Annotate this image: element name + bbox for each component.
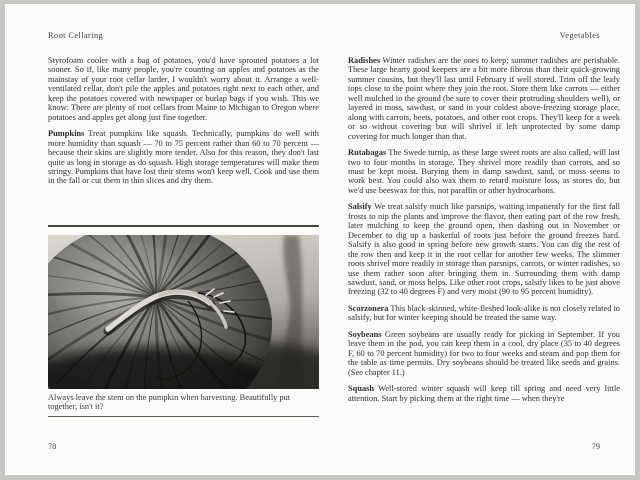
run-in-heading: Squash (348, 384, 375, 394)
figure-bottom-rule (48, 416, 319, 417)
page-number-right: 79 (591, 442, 600, 451)
paragraph-radishes: Radishes Winter radishes are the ones to keep; summer radishes are perishable. These large hearty good keepers are a bit more fibrous than their quick-growing summer cousins, but they'll last until February if well stored. Trim off the leafy tops close to the point where they join the root. Store them like carrots — either well mulched in the ground (be sure to cover their protruding shoulders well), or layered in moss, sawdust, or sand in your coldest above-freezing storage place, along with carrots, beets, potatoes, and other root crops. They'll keep for a week or so without covering but will shrivel if left unprotected by some damp covering for much longer than that. (348, 56, 620, 141)
run-in-heading: Pumpkins (48, 129, 85, 139)
run-in-heading: Radishes (348, 56, 381, 65)
run-in-heading: Scorzonera (348, 303, 389, 313)
pumpkin-photo-graphic (48, 235, 319, 389)
paragraph-rutabagas: Rutabagas The Swede turnip, as these large sweet roots are also called, will last two to four months in storage. They shrivel more readily than carrots, and so must be kept moist. Burying them in damp sawdust, sand, or moss seems to work best. You could also wax them to retard moisture loss, as stores do, but we'd use beeswax for this, not paraffin or other hydrocarbons. (348, 148, 620, 195)
figure-caption: Always leave the stem on the pumpkin when harvesting. Beautifully put together, isn't it? (48, 393, 291, 412)
right-text-column (348, 56, 620, 403)
paragraph-pumpkins: Pumpkins Treat pumpkins like squash. Technically, pumpkins do well with more humidity than squash — 70 to 75 percent rather than 60 to 70 percent — because their skins are slightly more tender. Also for this reason, they don't last quite as long in storage as do squash. High storage temperatures will make them stringy. Pumpkins that have lost their stems won't keep well. Cook and use them in the fall or cut them in thin slices and dry them. (48, 129, 319, 186)
running-head-right: Vegetables (559, 31, 600, 40)
run-in-heading: Rutabagas (348, 148, 387, 158)
run-in-heading: Soybeans (348, 329, 382, 339)
paragraph-salsify: Salsify We treat salsify much like parsnips, waiting impatiently for the first fall frosts to nip the plants and improve the flavor, then eating part of the row fresh, later mulching to keep the ground open, then dashing out in November or December to dig up a basketful of roots just before the ground freezes hard. Salsify is also good in spring before new growth starts. You can dig the rest of the row then and keep it in the root cellar for another few weeks. The slimmer roots shrivel more readily in storage than parsnips, carrots, or winter radishes, so use them rather soon after bringing them in. Surrounding them with damp sawdust, sand, or moss helps. Like other root crops, salsify likes to be just above freezing (32 to 40 degrees F) and very moist (90 to 95 percent humidity). (348, 202, 620, 297)
paragraph-squash: Squash Well-stored winter squash will keep till spring and need very little attention. Start by picking them at the right time — when they're (348, 384, 620, 403)
running-head-left: Root Cellaring (48, 31, 104, 40)
run-in-heading: Salsify (348, 202, 372, 212)
paragraph-scorzonera: Scorzonera This black-skinned, white-fleshed look-alike is not closely related to salsify, but for winter keeping should be treated the same way. (348, 303, 620, 323)
pumpkin-photo (48, 235, 319, 389)
figure-top-rule (48, 225, 319, 227)
book-page-spread (5, 4, 635, 475)
paragraph: Styrofoam cooler with a bag of potatoes, you'd have sprouted potatoes a lot sooner. So if, like many people, you're counting on apples and potatoes as the mainstay of your root cellar larder, I wouldn't worry about it. Arrange a well-ventilated cellar, don't pile the apples and potatoes right next to each other, and keep the potatoes covered with newspaper or burlap bags if you wish. This we know: There are plenty of root cellars from Maine to Michigan to Oregon where potatoes and apples get along just fine together. (48, 56, 319, 122)
paragraph-soybeans: Soybeans Green soybeans are usually ready for picking in September. If you leave them in the pod, you can keep them in a cool, dry place (35 to 40 degrees F, 60 to 70 percent humidity) for two to four weeks and steam and pop them for the table as time permits. Dry soybeans should be treated like seeds and grains. (See chapter 11.) (348, 329, 620, 377)
pumpkin-figure (48, 225, 319, 417)
left-text-column (48, 56, 319, 186)
page-number-left: 78 (48, 442, 57, 451)
